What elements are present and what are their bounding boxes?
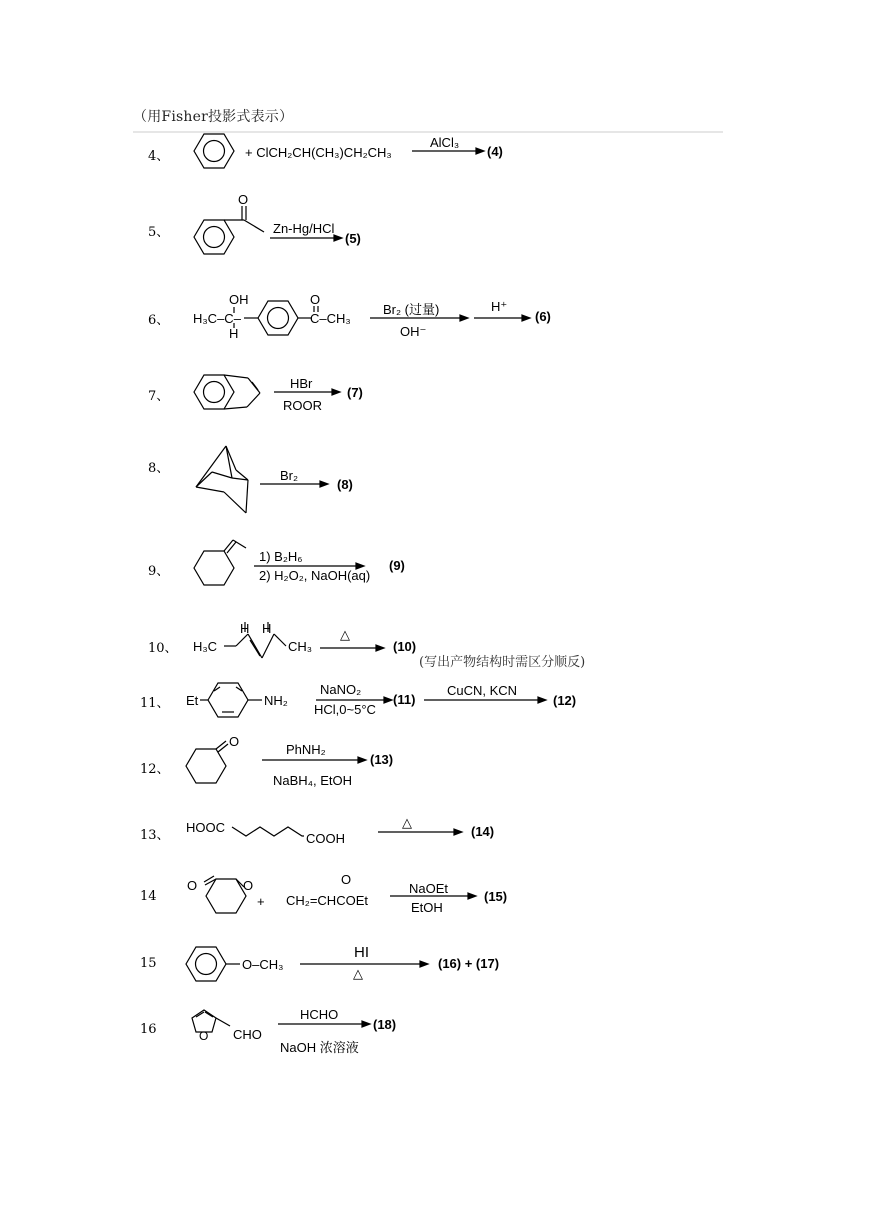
reagent-above: Br₂ (过量) [383, 302, 440, 317]
reaction-number: 5、 [148, 225, 170, 240]
atom-label: O [341, 872, 352, 887]
product-label: (9) [389, 558, 405, 573]
ester-label: CH₂=CHCOEt [286, 893, 368, 908]
reagent-below: EtOH [411, 900, 443, 915]
adipic-chain-13 [232, 827, 304, 836]
product-label: (11) [393, 692, 416, 707]
reagent-below: 2) H₂O₂, NaOH(aq) [259, 568, 371, 583]
reaction-number: 12、 [140, 762, 170, 777]
atom-label: Et [186, 693, 199, 708]
atom-label: COOH [306, 831, 345, 846]
reaction-number: 9、 [148, 564, 170, 579]
product-label: (7) [347, 385, 363, 400]
reaction-number: 6、 [148, 313, 170, 328]
reaction-number: 11、 [140, 696, 170, 711]
plus-sign: + [257, 894, 265, 909]
product-label: (16) + (17) [438, 956, 500, 971]
reagent-above: Br₂ [280, 468, 299, 483]
reaction-number: 14 [140, 889, 157, 904]
atom-label: H₃C [193, 639, 218, 654]
product-label: (8) [337, 477, 353, 492]
reaction-number: 8、 [148, 461, 170, 476]
atom-label: O–CH₃ [242, 957, 284, 972]
header-note: （用Fisher投影式表示） [133, 109, 294, 125]
atom-label: HOOC [186, 820, 225, 835]
atom-label: OH [229, 292, 249, 307]
atom-label: CHO [233, 1027, 262, 1042]
reaction-number: 15 [140, 956, 157, 971]
atom-label: H [229, 326, 239, 341]
product-label: (14) [471, 824, 495, 839]
reagent-above: CuCN, KCN [447, 683, 518, 698]
indene-7 [194, 375, 260, 409]
reaction-number: 7、 [148, 389, 170, 404]
anisole-15 [186, 947, 240, 981]
reagent-below: OH⁻ [400, 324, 427, 339]
reaction-number: 10、 [148, 641, 178, 656]
reagent-below: NaOH 浓溶液 [280, 1040, 359, 1055]
product-label: (18) [373, 1017, 397, 1032]
heat-symbol: △ [353, 966, 363, 981]
benzene-ring-4 [194, 134, 234, 168]
cis-trans-note: (写出产物结构时需区分顺反) [419, 655, 586, 670]
product-label: (15) [484, 889, 508, 904]
atom-label: O [187, 878, 198, 893]
reagent-above: PhNH₂ [286, 742, 326, 757]
reagent-above: Zn-Hg/HCl [273, 221, 335, 236]
reagent-above: HBr [290, 376, 313, 391]
reagent-above: AlCl₃ [430, 135, 460, 150]
reagent-above: NaNO₂ [320, 682, 362, 697]
atom-label: O [229, 734, 240, 749]
product-label: (4) [487, 144, 503, 159]
cyclohexanedione-14 [204, 876, 246, 913]
atom-label: C–CH₃ [310, 311, 351, 326]
atom-label: NH₂ [264, 693, 288, 708]
reagent-above: 1) B₂H₆ [259, 549, 303, 564]
atom-label: H [240, 621, 250, 636]
aniline-11 [200, 683, 262, 717]
reagent-above: H⁺ [491, 299, 508, 314]
reagent-below: ROOR [283, 398, 322, 413]
product-label: (12) [553, 693, 577, 708]
furfural-16 [192, 1010, 230, 1032]
atom-label: H₃C–C– [193, 311, 241, 326]
atom-label: O [199, 1029, 209, 1043]
methylenecyclohexane-9 [194, 540, 246, 585]
reagent-below: HCl,0~5°C [314, 702, 376, 717]
bicyclic-8 [196, 446, 248, 513]
reaction-number: 13、 [140, 828, 170, 843]
heat-symbol: △ [340, 627, 350, 642]
cyclohexanone-12 [186, 741, 228, 783]
acetophenone-5 [194, 206, 264, 254]
heat-symbol: △ [402, 815, 412, 830]
product-label: (13) [370, 752, 394, 767]
reagent-above: HI [354, 944, 369, 961]
atom-label: CH₃ [288, 639, 313, 654]
atom-label: O [243, 878, 254, 893]
reaction-number: 16 [140, 1022, 157, 1037]
atom-label: O [310, 292, 321, 307]
reagent-label: + ClCH₂CH(CH₃)CH₂CH₃ [245, 145, 392, 160]
product-label: (5) [345, 231, 361, 246]
reagent-above: NaOEt [409, 881, 449, 896]
reagent-above: HCHO [300, 1007, 339, 1022]
diene-10 [224, 622, 286, 658]
atom-label: O [238, 192, 249, 207]
product-label: (10) [393, 639, 417, 654]
reaction-number: 4、 [148, 149, 170, 164]
atom-label: H [262, 621, 272, 636]
reagent-below: NaBH₄, EtOH [273, 773, 352, 788]
product-label: (6) [535, 309, 551, 324]
